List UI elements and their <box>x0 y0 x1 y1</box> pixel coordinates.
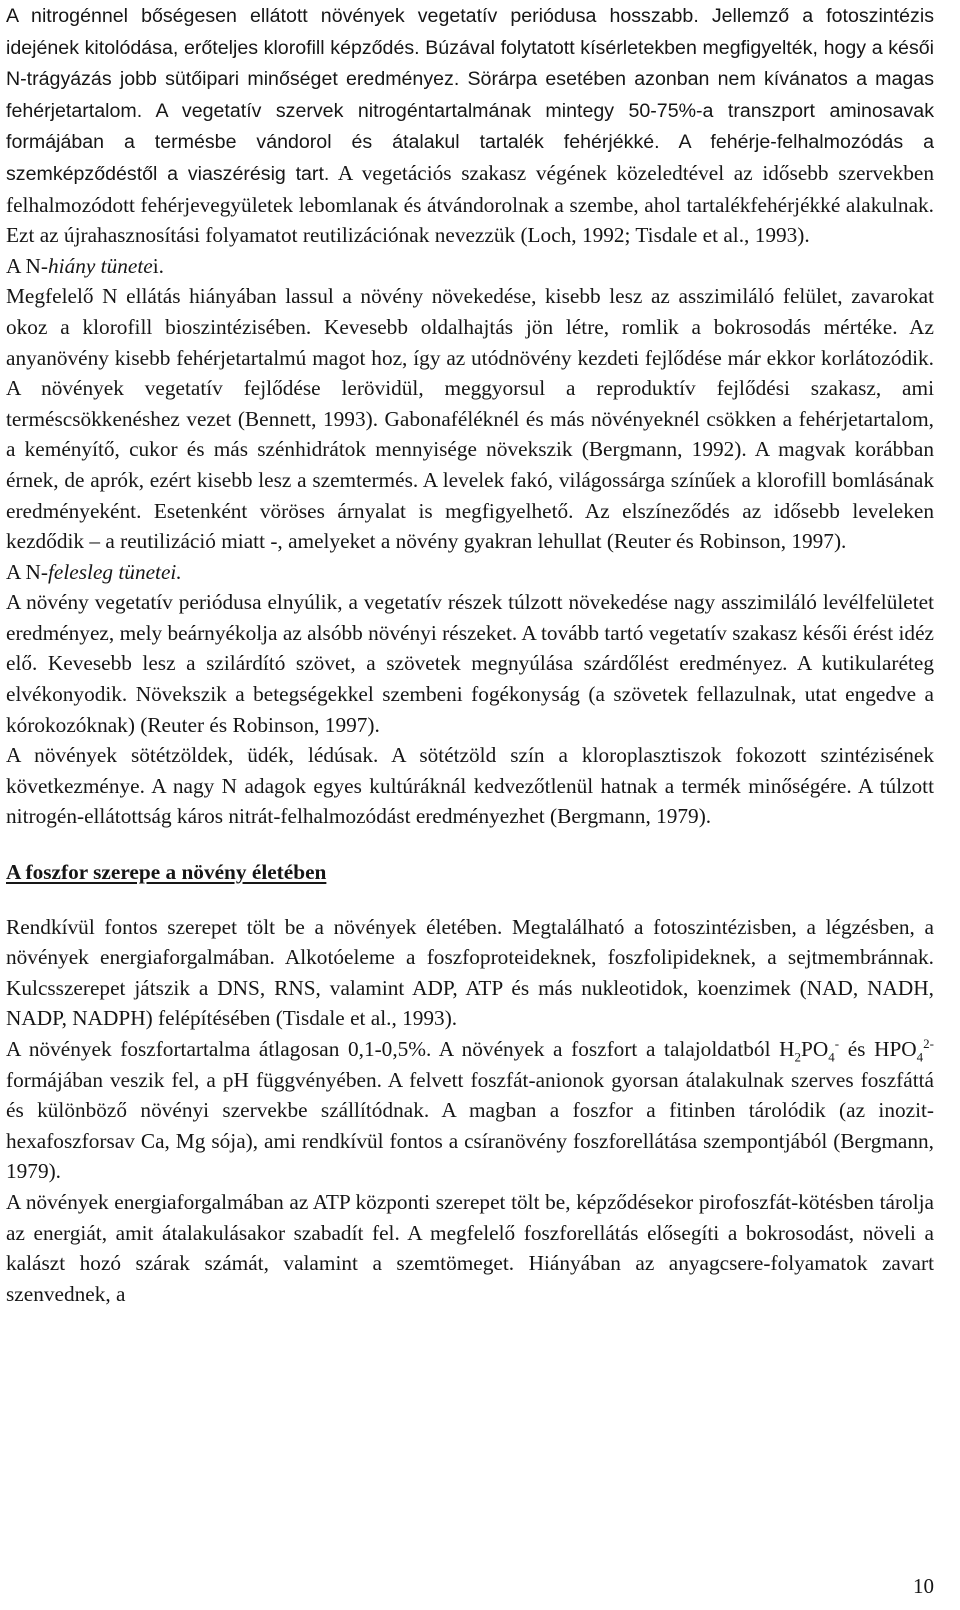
paragraph-text: A nitrogénnel bőségesen ellátott növények vegetatív periódusa hosszabb. Jellemző a fotoszintézis idejének kitolódása, erőteljes klorofill képződés. Búzával folytatott kísérletekben megfigyelték, hogy a késői N-trágyázás jobb sütőipari minőséget eredményez. Sörárpa esetében azonban nem kívánatos a magas fehérjetartalom. A vegetatív szervek nitrogéntartalmának mintegy 50-75%-a transzport aminosavak formájában a termésbe vándorol és átalakul tartalék fehérjékké. A fehérje-felhalmozódás a szemképződéstől a viaszérésig tart. <box>6 5 934 185</box>
paragraph-phosphorus-content <box>6 1034 934 1187</box>
subheading-n-deficiency <box>6 251 934 282</box>
subheading-suffix: i. <box>152 253 164 278</box>
paragraph-n-deficiency: Megfelelő N ellátás hiányában lassul a növény növekedése, kisebb lesz az asszimiláló felület, zavarokat okoz a klorofill bioszintézisében. Kevesebb oldalhajtás jön létre, romlik a bokrosodás mértéke. Az anyanövény kisebb fehérjetartalmú magot hoz, így az utódnövény kezdeti fejlődése már ekkor korlátozódik. A növények vegetatív fejlődése lerövidül, meggyorsul a reproduktív fejlődési szakasz, ami terméscsökkenéshez vezet (Bennett, 1993). Gabonaféléknél és más növényeknél csökken a fehérjetartalom, a keményítő, cukor és más szénhidrátok mennyisége növekszik (Bergmann, 1992). A magvak korábban érnek, de aprók, ezért kisebb lesz a szemtermés. A levelek fakó, világossárga színűek a klorofill bomlásának eredményeként. Esetenként vöröses árnyalat is megfigyelhető. Az elszíneződés az idősebb leveleken kezdődik – a reutilizáció miatt -, amelyeket a növény gyakran lehullat (Reuter és Robinson, 1997). <box>6 284 934 554</box>
paragraph-phosphorus-role: Rendkívül fontos szerepet tölt be a növények életében. Megtalálható a fotoszintézisben, a légzésben, a növények energiaforgalmában. Alkotóeleme a foszfoproteideknek, foszfolipideknek, a sejtmembránnak. Kulcsszerepet játszik a DNS, RNS, valamint ADP, ATP és más nukleotidok, koenzimek (NAD, NADH, NADP, NADPH) felépítésében (Tisdale et al., 1993). <box>6 914 934 1031</box>
paragraph-atp-energy: A növények energiaforgalmában az ATP központi szerepet tölt be, képződésekor pirofoszfát-kötésben tárolja az energiát, amit átalakulásakor szabadít fel. A megfelelő foszforellátás elősegíti a bokrosodást, növeli a kalászt hozó szárak számát, valamint a szemtömeget. Hiányában az anyagcsere-folyamatok zavart szenvednek, a <box>6 1189 934 1306</box>
paragraph-text: A vegetációs szakasz végének közeledtével az idősebb szervekben felhalmozódott fehérjevegyületek lebomlanak és átvándorolnak a szembe, ahol tartalékfehérjékké alakulnak. Ezt az újrahasznosítási folyamatot reutilizációnak nevezzük (Loch, 1992; Tisdale et al., 1993). <box>6 160 935 248</box>
subheading-prefix: A N- <box>6 559 49 584</box>
paragraph-n-excess: A növény vegetatív periódusa elnyúlik, a vegetatív részek túlzott növekedése nagy asszimiláló levélfelületet eredményez, mely beárnyékolja az alsóbb növényi részeket. A tovább tartó vegetatív szakasz késői érést idéz elő. Kevesebb lesz a szilárdító szövet, a szövetek megnyúlása szárdőlést eredményez. A kutikularéteg elvékonyodik. Növekszik a betegségekkel szembeni fogékonyság (a szövetek fellazulnak, utat engedve a kórokozóknak) (Reuter és Robinson, 1997). <box>6 590 934 737</box>
paragraph-n-excess-appearance: A növények sötétzöldek, üdék, lédúsak. A sötétzöld szín a kloroplasztiszok fokozott szintézisének következménye. A nagy N adagok egyes kultúráknál kedvezőtlenül hatnak a termék minőségére. A túlzott nitrogén-ellátottság káros nitrát-felhalmozódást eredményezhet (Bergmann, 1979). <box>6 743 934 829</box>
subheading-italic: felesleg tünetei. <box>48 559 182 584</box>
chemical-formula-h2po4: $H_2PO_4^-$ <box>779 1035 840 1065</box>
chemical-formula-hpo4: $HPO_4^{2-}$ <box>874 1035 935 1065</box>
subheading-prefix: A N- <box>6 253 49 278</box>
subheading-italic: hiány tünete <box>48 253 153 278</box>
paragraph-text: A növények foszfortartalma átlagosan 0,1-0,5%. A növények a foszfort a talajoldatból <box>6 1037 771 1061</box>
subheading-n-excess <box>6 557 934 588</box>
paragraph-text: formájában veszik fel, a pH függvényében. A felvett foszfát-anionok gyorsan átalakulnak szerves foszfáttá és különböző növényi szervekbe szállítódnak. A magban a foszfor a fitinben tárolódik (az inozit-hexafoszforsav Ca, Mg sója), ami rendkívül fontos a csíranövény foszforellátása szempontjából (Bergmann, 1979). <box>6 1067 934 1184</box>
paragraph-nitrogen-abundance <box>6 0 934 251</box>
paragraph-text: és <box>839 1037 875 1061</box>
section-heading-phosphorus: A foszfor szerepe a növény életében <box>6 860 327 885</box>
page-number: 10 <box>913 1574 934 1598</box>
